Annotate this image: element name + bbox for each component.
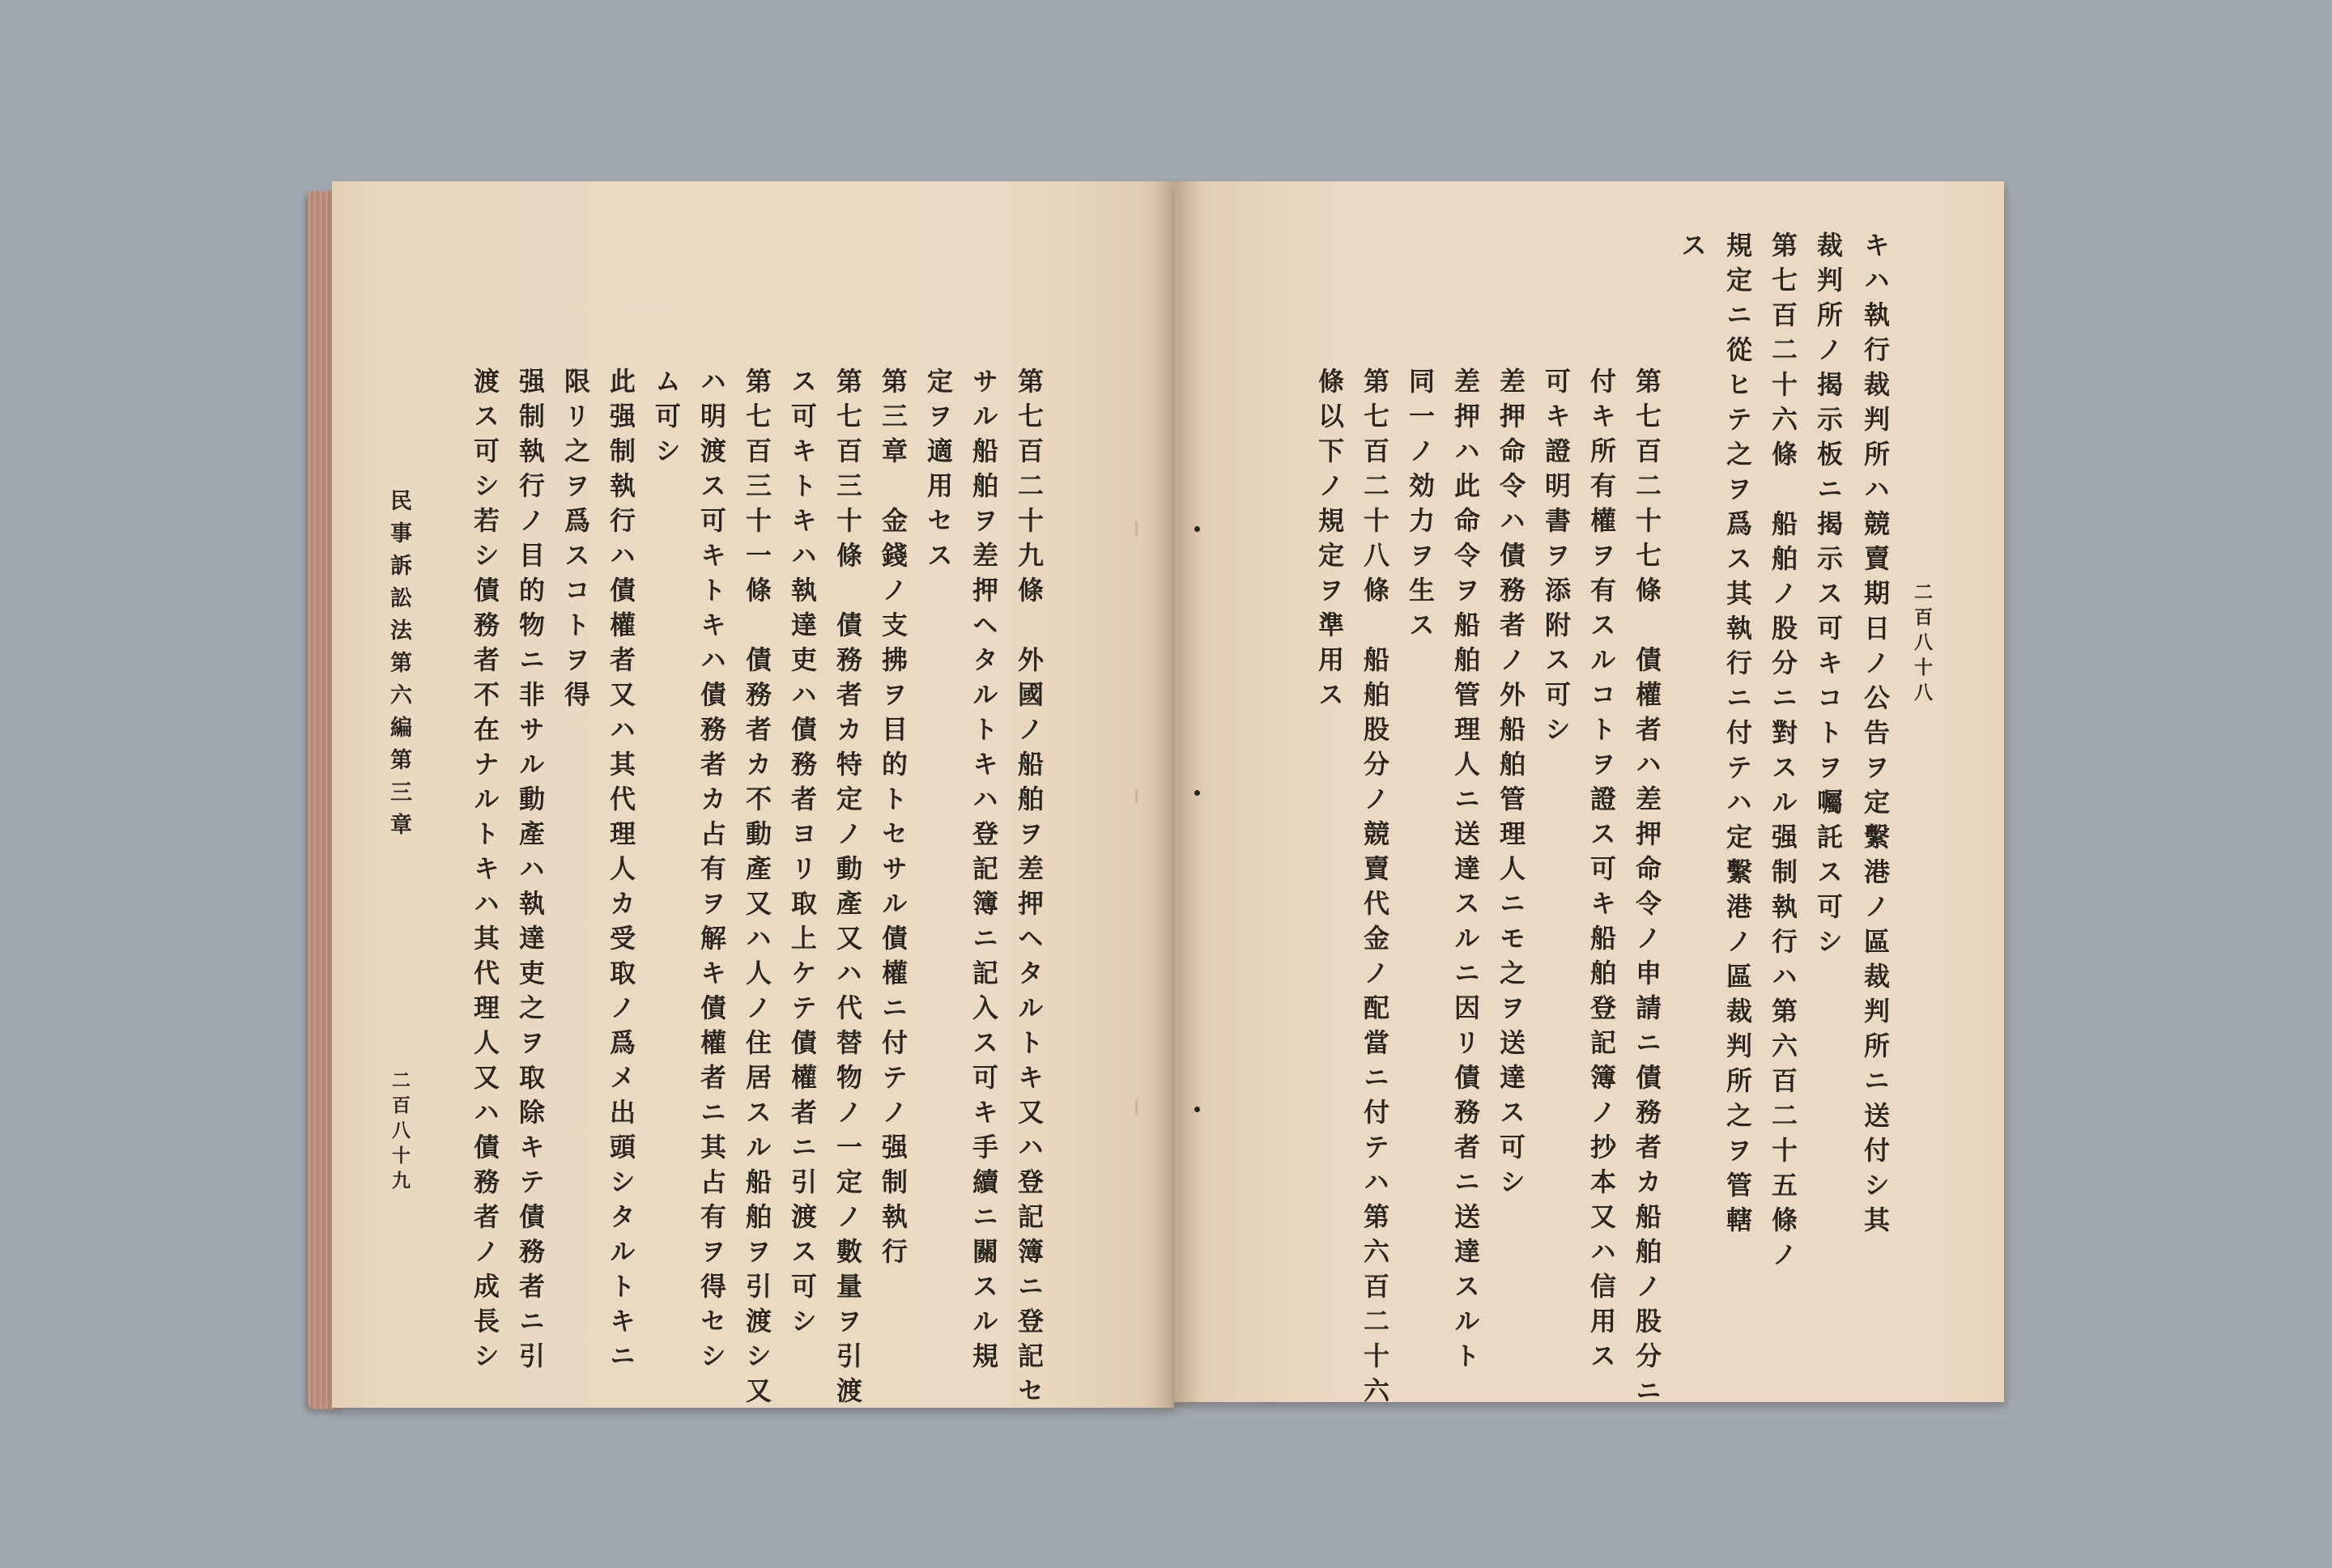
- right-column-3: 第七百二十六條 船舶ノ股分ニ對スル强制執行ハ第六百二十五條ノ: [1768, 232, 1798, 1276]
- show-through-text: [1567, 250, 1590, 271]
- left-column-5: 第七百三十條 債務者カ特定ノ動產又ハ代替物ノ一定ノ數量ヲ引渡: [832, 368, 863, 1412]
- right-column-7: 付キ所有權ヲ有スルコトヲ證ス可キ船舶登記簿ノ抄本又ハ信用ス: [1586, 368, 1617, 1377]
- right-column-8: 可キ證明書ヲ添附ス可シ: [1541, 368, 1572, 750]
- binding-thread: [1135, 1100, 1138, 1115]
- right-column-1: キハ執行裁判所ハ競賣期日ノ公告ヲ定繫港ノ區裁判所ニ送付シ其: [1860, 232, 1891, 1241]
- left-column-4: 第三章 金錢ノ支拂ヲ目的トセサル債權ニ付テノ强制執行: [878, 368, 909, 1273]
- left-column-6: ス可キトキハ執達吏ハ債務者ヨリ取上ケテ債權者ニ引渡ス可シ: [787, 368, 818, 1342]
- right-column-10: 差押ハ此命令ヲ船舶管理人ニ送達スルニ因リ債務者ニ送達スルト: [1450, 368, 1481, 1377]
- left-column-8: ハ明渡ス可キトキハ債務者カ占有ヲ解キ債權者ニ其占有ヲ得セシ: [696, 368, 727, 1377]
- binding-thread: [1135, 788, 1138, 803]
- right-column-9: 差押命令ハ債務者ノ外船舶管理人ニモ之ヲ送達ス可シ: [1496, 368, 1526, 1203]
- right-column-11: 同一ノ効力ヲ生ス: [1405, 368, 1436, 646]
- left-column-12: 强制執行ノ目的物ニ非サル動產ハ執達吏之ヲ取除キテ債務者ニ引: [515, 368, 546, 1377]
- stitch-hole: [1194, 526, 1200, 532]
- running-title: 民事訴訟法第六編第三章: [386, 489, 411, 845]
- right-column-5: ス: [1677, 232, 1708, 266]
- left-column-1: 第七百二十九條 外國ノ船舶ヲ差押ヘタルトキ又ハ登記簿ニ登記セ: [1014, 368, 1045, 1412]
- right-column-6: 第七百二十七條 債權者ハ差押命令ノ申請ニ債務者カ船舶ノ股分ニ: [1632, 368, 1662, 1412]
- stitch-hole: [1194, 1107, 1200, 1112]
- left-column-3: 定ヲ適用セス: [923, 368, 954, 576]
- left-column-7: 第七百三十一條 債務者カ不動產又ハ人ノ住居スル船舶ヲ引渡シ又: [742, 368, 772, 1412]
- left-column-9: ム可シ: [651, 368, 682, 472]
- left-column-11: 限リ之ヲ爲スコトヲ得: [560, 368, 591, 716]
- right-column-13: 條以下ノ規定ヲ準用ス: [1314, 368, 1345, 716]
- right-page-number: 二百八十八: [1911, 582, 1933, 708]
- left-column-10: 此强制執行ハ債權者又ハ其代理人カ受取ノ爲メ出頭シタルトキニ: [606, 368, 636, 1377]
- left-column-2: サル船舶ヲ差押ヘタルトキハ登記簿ニ記入ス可キ手續ニ關スル規: [968, 368, 999, 1377]
- left-page-number: 二百八十九: [389, 1070, 411, 1196]
- right-column-2: 裁判所ノ揭示板ニ揭示ス可キコトヲ囑託ス可シ: [1813, 232, 1844, 962]
- left-column-13: 渡ス可シ若シ債務者不在ナルトキハ其代理人又ハ債務者ノ成長シ: [470, 368, 500, 1377]
- right-column-4: 規定ニ從ヒテ之ヲ爲ス其執行ニ付テハ定繫港ノ區裁判所之ヲ管轄: [1722, 232, 1753, 1241]
- open-book: [308, 173, 2008, 1420]
- right-column-12: 第七百二十八條 船舶股分ノ競賣代金ノ配當ニ付テハ第六百二十六: [1360, 368, 1390, 1412]
- stitch-hole: [1194, 790, 1200, 796]
- binding-thread: [1135, 521, 1138, 536]
